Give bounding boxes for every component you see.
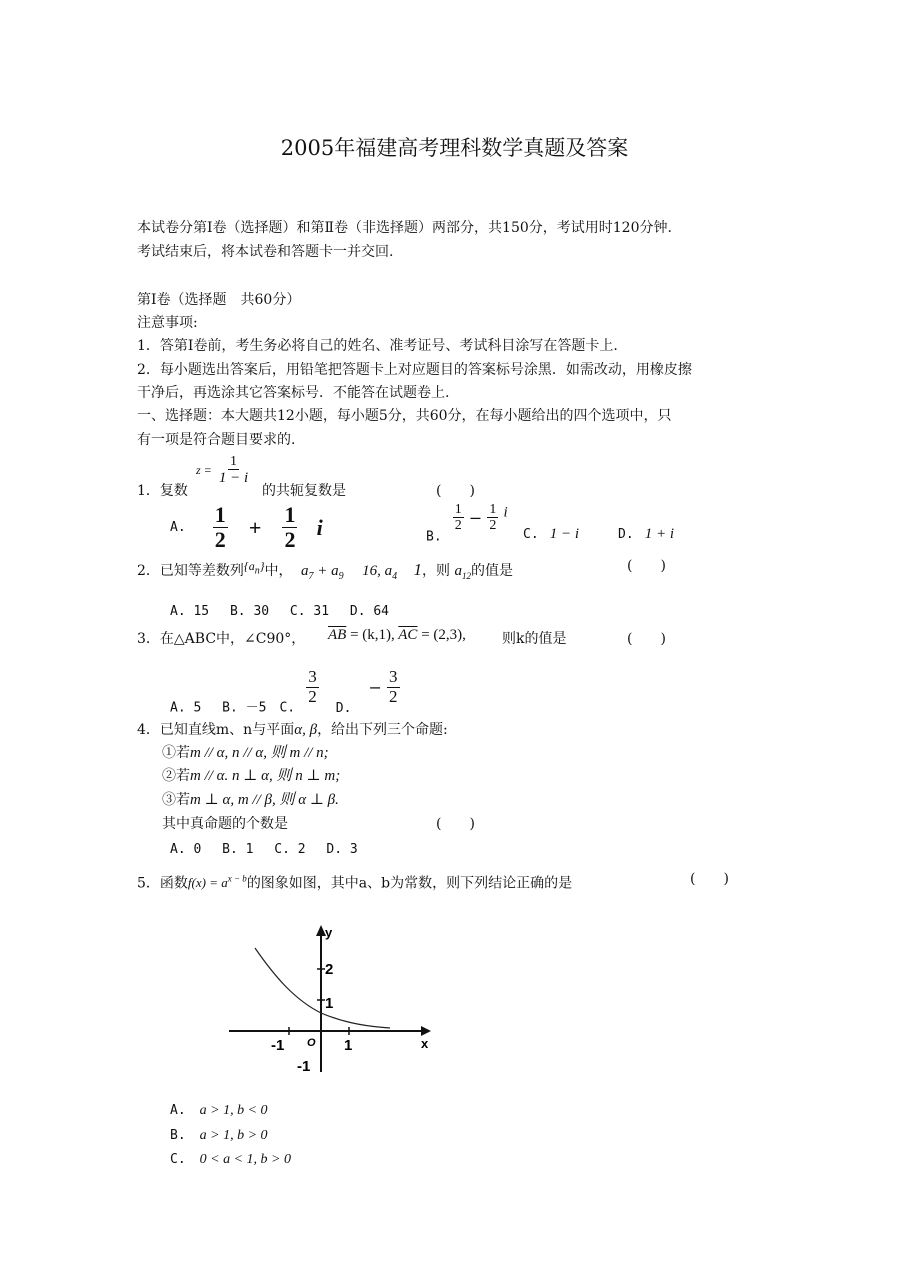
- document-title: 2005年福建高考理科数学真题及答案: [280, 136, 629, 160]
- instruction-line-2: 有一项是符合题目要求的.: [137, 432, 296, 448]
- q4-stem: 4．已知直线m、n与平面α, β，给出下列三个命题:: [137, 722, 448, 738]
- q2-options: A. 15 B. 30 C. 31 D. 64: [170, 604, 390, 619]
- section-header: 第Ⅰ卷（选择题 共60分）: [137, 292, 301, 308]
- y-tick-label-1: 1: [325, 995, 334, 1012]
- note-2-cont: 干净后，再选涂其它答案标号．不能答在试题卷上.: [137, 385, 450, 401]
- q1-option-a: A. $\frac{1}{2}$ + $\frac{1}{2}$ i: [170, 502, 323, 553]
- q4-proposition-3: ③若m ⊥ α, m // β, 则 α ⊥ β.: [162, 792, 339, 808]
- q3-options: $_{A. 5 B. -5 C.}$ $\frac{3}{2}$ $_{D.}$ − $\frac{3}{2}$: [170, 667, 398, 716]
- x-tick-label-1: 1: [344, 1037, 353, 1054]
- q4-paren: ( ): [436, 816, 475, 832]
- y-axis-label: y: [325, 925, 333, 940]
- q1-suffix: 的共轭复数是: [262, 483, 346, 499]
- y-tick-label-2: 2: [325, 961, 334, 978]
- q3-vectors: $\overline{AB} = (k,1)$, $\overline{AC} = (2,3)$,: [328, 627, 466, 643]
- intro-line-1: 本试卷分第Ⅰ卷（选择题）和第Ⅱ卷（非选择题）两部分，共150分，考试用时120分钟.: [137, 220, 672, 236]
- q2-paren: ( ): [627, 558, 666, 574]
- q1-formula: z = $\frac{1}{1 - i}$: [196, 454, 249, 487]
- q1-option-b: $_{B.}$ $\frac{1}{2}$ − $\frac{1}{2}$ i: [426, 502, 508, 545]
- instruction-line-1: 一、选择题：本大题共12小题，每小题5分，共60分，在每小题给出的四个选项中，只: [137, 408, 672, 424]
- notice-label: 注意事项:: [137, 315, 198, 331]
- note-1: 1．答第Ⅰ卷前，考生务必将自己的姓名、准考证号、考试科目涂写在答题卡上.: [137, 338, 618, 354]
- q3-suffix: 则k的值是: [502, 631, 567, 647]
- q4-options: A. 0 B. 1 C. 2 D. 3: [170, 842, 358, 857]
- q5-option-a: A. a > 1, b < 0: [170, 1103, 268, 1118]
- q4-proposition-1: ①若m // α, n // α, 则 m // n;: [162, 745, 329, 761]
- q5-option-c: C. 0 < a < 1, b > 0: [170, 1152, 291, 1167]
- y-tick-label-neg1: -1: [297, 1058, 311, 1075]
- origin-label: O: [307, 1037, 316, 1049]
- q5-paren: ( ): [690, 871, 729, 887]
- x-axis-label: x: [421, 1036, 429, 1051]
- x-tick-label-neg1: -1: [271, 1037, 285, 1054]
- q1-option-c: C. 1 − i: [523, 526, 580, 542]
- function-curve: [255, 948, 390, 1028]
- q1-option-d: D. 1 + i: [618, 526, 675, 542]
- intro-line-2: 考试结束后，将本试卷和答题卡一并交回.: [137, 244, 394, 260]
- x-axis-arrow: [421, 1026, 431, 1036]
- q2-stem: 2．已知等差数列$\{a_n\}$中， $a_7 + a_9$ 16, $a_4$ 1，则 $a_{12}$的值是: [137, 559, 513, 582]
- note-2: 2．每小题选出答案后，用铅笔把答题卡上对应题目的答案标号涂黑．如需改动，用橡皮擦: [137, 362, 692, 378]
- q4-proposition-2: ②若m // α. n ⊥ α, 则 n ⊥ m;: [162, 768, 341, 784]
- q3-stem: 3．在△ABC中，∠C90°，: [137, 631, 306, 647]
- q4-question: 其中真命题的个数是: [162, 816, 288, 832]
- q5-stem: 5．函数$f(x) = a^{x - b}$的图象如图，其中a、b为常数，则下列结论正确的是: [137, 874, 573, 892]
- q1-stem: 1．复数: [137, 483, 188, 499]
- q3-paren: ( ): [627, 631, 666, 647]
- q5-option-b: B. a > 1, b > 0: [170, 1128, 268, 1143]
- q1-paren: ( ): [436, 483, 475, 499]
- q5-function-graph: [225, 922, 437, 1082]
